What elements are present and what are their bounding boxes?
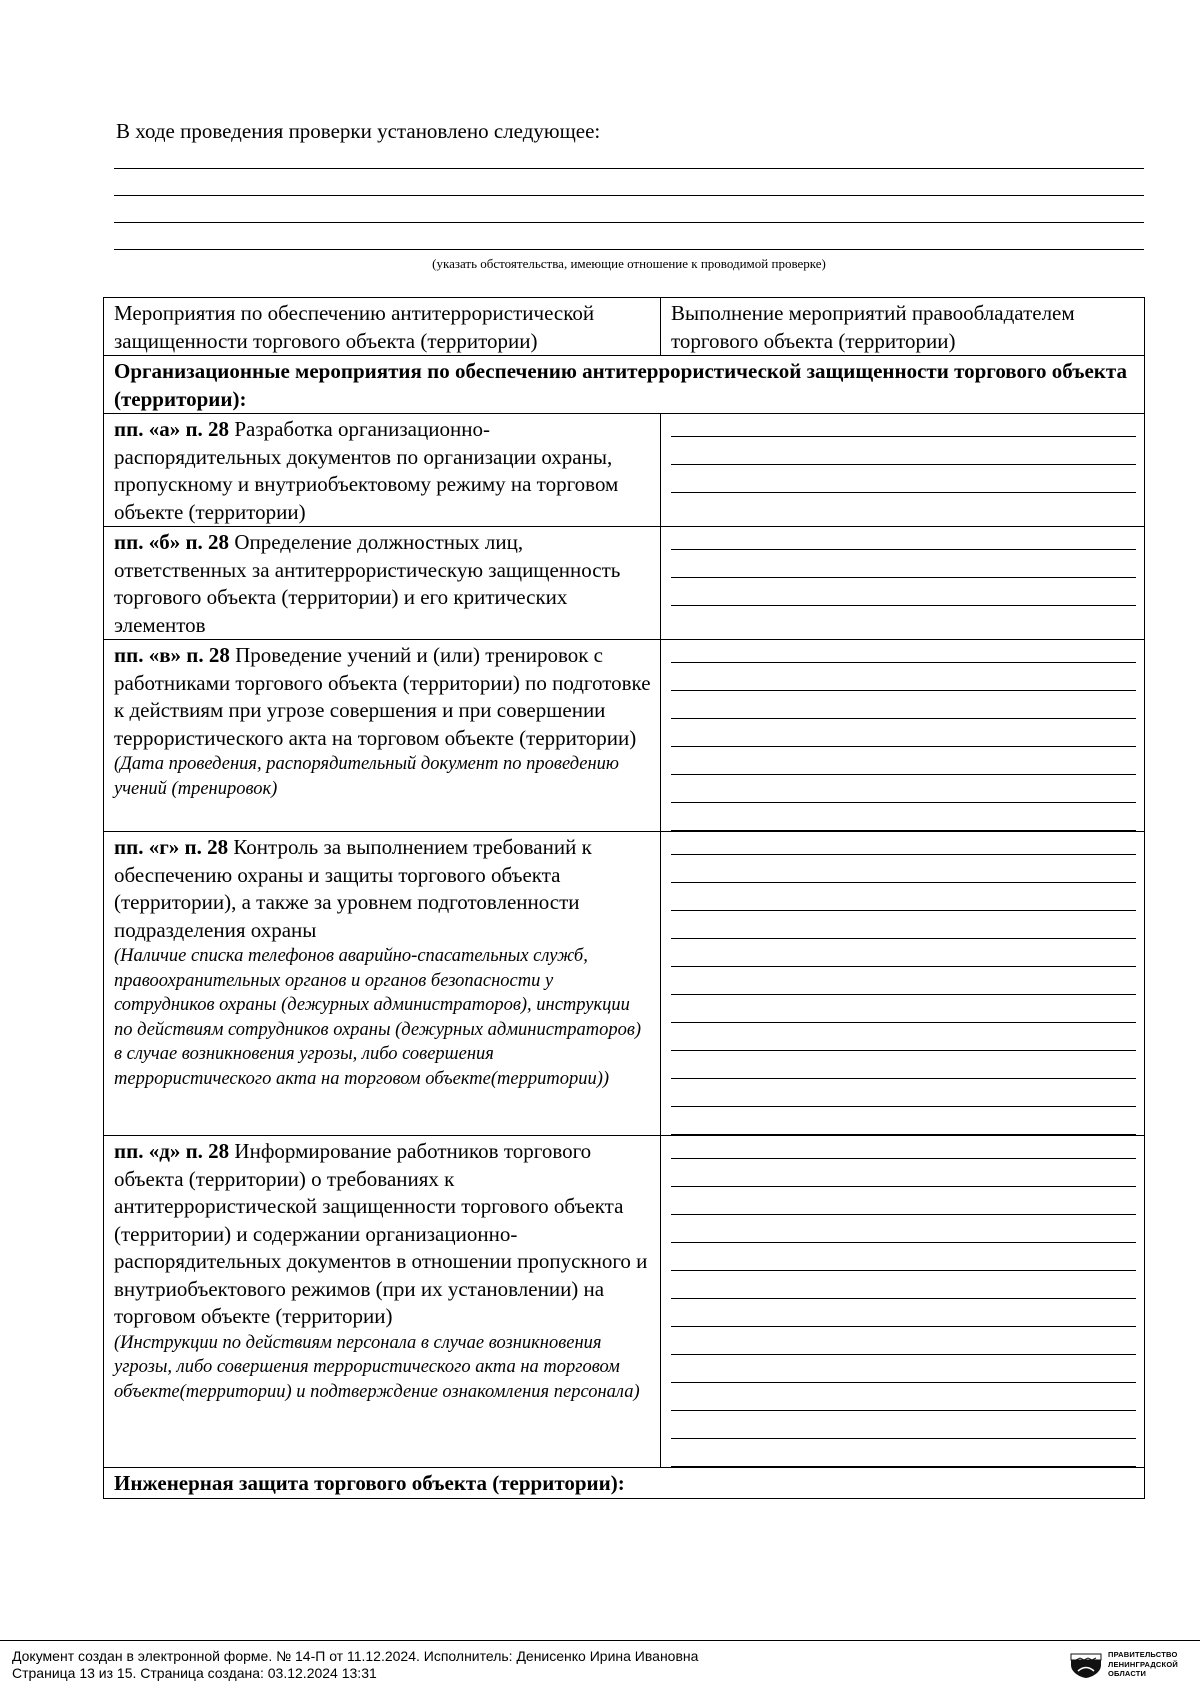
answer-line[interactable] bbox=[671, 1410, 1136, 1411]
logo-text-line: ЛЕНИНГРАДСКОЙ bbox=[1108, 1659, 1178, 1669]
section-organizational bbox=[104, 356, 1145, 414]
answer-line[interactable] bbox=[671, 1438, 1136, 1439]
answer-cell[interactable] bbox=[661, 1136, 1145, 1468]
answer-line[interactable] bbox=[671, 1158, 1136, 1159]
header-measures: Мероприятия по обеспечению антитеррористической защищенности торгового объекта (территории) bbox=[104, 298, 661, 356]
measure-text: Проведение учений и (или) тренировок с работниками торгового объекта (территории) по подготовке к действиям при угрозе совершения и при совершении террористического акта на торговом объекте (территории) bbox=[114, 643, 651, 750]
answer-cell[interactable] bbox=[661, 832, 1145, 1136]
measure-cell bbox=[104, 1136, 661, 1468]
answer-line[interactable] bbox=[671, 1022, 1136, 1023]
answer-line[interactable] bbox=[671, 882, 1136, 883]
answer-line[interactable] bbox=[671, 1186, 1136, 1187]
answer-line[interactable] bbox=[671, 966, 1136, 967]
table-row bbox=[104, 640, 1145, 832]
answer-line[interactable] bbox=[671, 1270, 1136, 1271]
answer-cell[interactable] bbox=[661, 640, 1145, 832]
table-row bbox=[104, 414, 1145, 527]
answer-line[interactable] bbox=[671, 549, 1136, 550]
measure-note: (Наличие списка телефонов аварийно-спасательных служб, правоохранительных органов и органов безопасности у сотрудников охраны (дежурных администраторов), инструкции по действиям сотрудников охраны (дежурных администраторов) в случае возникновения угрозы, либо совершения террористического акта на торговом объекте(территории)) bbox=[114, 946, 642, 1089]
clause-ref: пп. «в» п. 28 bbox=[114, 643, 230, 667]
answer-line[interactable] bbox=[671, 577, 1136, 578]
clause-ref: пп. «б» п. 28 bbox=[114, 530, 230, 554]
answer-line[interactable] bbox=[671, 436, 1136, 437]
blank-line[interactable] bbox=[114, 222, 1144, 223]
answer-line[interactable] bbox=[671, 1106, 1136, 1107]
footer bbox=[12, 1648, 698, 1682]
answer-line[interactable] bbox=[671, 662, 1136, 663]
answer-line[interactable] bbox=[671, 492, 1136, 493]
government-logo bbox=[1070, 1649, 1190, 1685]
footer-divider bbox=[0, 1640, 1200, 1641]
measure-cell bbox=[104, 640, 661, 832]
answer-line[interactable] bbox=[671, 1354, 1136, 1355]
intro-caption: (указать обстоятельства, имеющие отношение к проводимой проверке) bbox=[432, 256, 826, 271]
intro-text: В ходе проведения проверки установлено следующее: bbox=[116, 119, 601, 143]
measure-cell bbox=[104, 527, 661, 640]
logo-text-line: ПРАВИТЕЛЬСТВО bbox=[1108, 1650, 1178, 1659]
answer-line[interactable] bbox=[671, 690, 1136, 691]
answer-line[interactable] bbox=[671, 746, 1136, 747]
table-header-row bbox=[104, 298, 1145, 356]
table-row bbox=[104, 1136, 1145, 1468]
coat-of-arms-icon bbox=[1070, 1651, 1102, 1679]
measure-text: Разработка организационно-распорядительных документов по организации охраны, пропускному и внутриобъектовому режиму на торговом объекте (территории) bbox=[114, 417, 619, 524]
answer-line[interactable] bbox=[671, 1078, 1136, 1079]
measure-note: (Дата проведения, распорядительный документ по проведению учений (тренировок) bbox=[114, 754, 619, 799]
measure-cell bbox=[104, 832, 661, 1136]
clause-ref: пп. «а» п. 28 bbox=[114, 417, 230, 441]
header-execution: Выполнение мероприятий правообладателем торгового объекта (территории) bbox=[661, 298, 1145, 356]
measure-text: Определение должностных лиц, ответственных за антитеррористическую защищенность торгового объекта (территории) и его критических элементов bbox=[114, 530, 621, 637]
answer-line[interactable] bbox=[671, 910, 1136, 911]
clause-ref: пп. «г» п. 28 bbox=[114, 835, 229, 859]
measure-text: Информирование работников торгового объекта (территории) о требованиях к антитеррористической защищенности торгового объекта (территории) и содержании организационно-распорядительных документов в отношении пропускного и внутриобъектового режимов (при их установлении) на торговом объекте (территории) bbox=[114, 1139, 648, 1328]
answer-line[interactable] bbox=[671, 938, 1136, 939]
answer-line[interactable] bbox=[671, 774, 1136, 775]
blank-line[interactable] bbox=[114, 249, 1144, 250]
measure-cell bbox=[104, 414, 661, 527]
answer-line[interactable] bbox=[671, 718, 1136, 719]
measures-table bbox=[103, 297, 1145, 1499]
answer-line[interactable] bbox=[671, 802, 1136, 803]
answer-line[interactable] bbox=[671, 1214, 1136, 1215]
footer-line-document: Документ создан в электронной форме. № 14-П от 11.12.2024. Исполнитель: Денисенко Ирина Ивановна bbox=[12, 1648, 699, 1664]
answer-cell[interactable] bbox=[661, 527, 1145, 640]
answer-line[interactable] bbox=[671, 1298, 1136, 1299]
footer-line-page: Страница 13 из 15. Страница создана: 03.12.2024 13:31 bbox=[12, 1665, 377, 1681]
section-title: Организационные мероприятия по обеспечению антитеррористической защищенности торгового объекта (территории): bbox=[104, 356, 1145, 414]
answer-cell[interactable] bbox=[661, 414, 1145, 527]
measure-text: Контроль за выполнением требований к обеспечению охраны и защиты торгового объекта (территории), а также за уровнем подготовленности подразделения охраны bbox=[114, 835, 592, 942]
section-engineering bbox=[104, 1468, 1145, 1499]
table-row bbox=[104, 832, 1145, 1136]
answer-line[interactable] bbox=[671, 464, 1136, 465]
section-title: Инженерная защита торгового объекта (территории): bbox=[104, 1468, 1145, 1499]
answer-line[interactable] bbox=[671, 1326, 1136, 1327]
answer-line[interactable] bbox=[671, 994, 1136, 995]
answer-line[interactable] bbox=[671, 854, 1136, 855]
blank-line[interactable] bbox=[114, 195, 1144, 196]
blank-line[interactable] bbox=[114, 168, 1144, 169]
measure-note: (Инструкции по действиям персонала в случае возникновения угрозы, либо совершения террористического акта на торговом объекте(территории) и подтверждение ознакомления персонала) bbox=[114, 1332, 640, 1402]
table-row bbox=[104, 527, 1145, 640]
answer-line[interactable] bbox=[671, 1242, 1136, 1243]
clause-ref: пп. «д» п. 28 bbox=[114, 1139, 230, 1163]
logo-text-line: ОБЛАСТИ bbox=[1108, 1669, 1147, 1678]
answer-line[interactable] bbox=[671, 1382, 1136, 1383]
answer-line[interactable] bbox=[671, 605, 1136, 606]
logo-text bbox=[1108, 1650, 1178, 1679]
answer-line[interactable] bbox=[671, 1050, 1136, 1051]
